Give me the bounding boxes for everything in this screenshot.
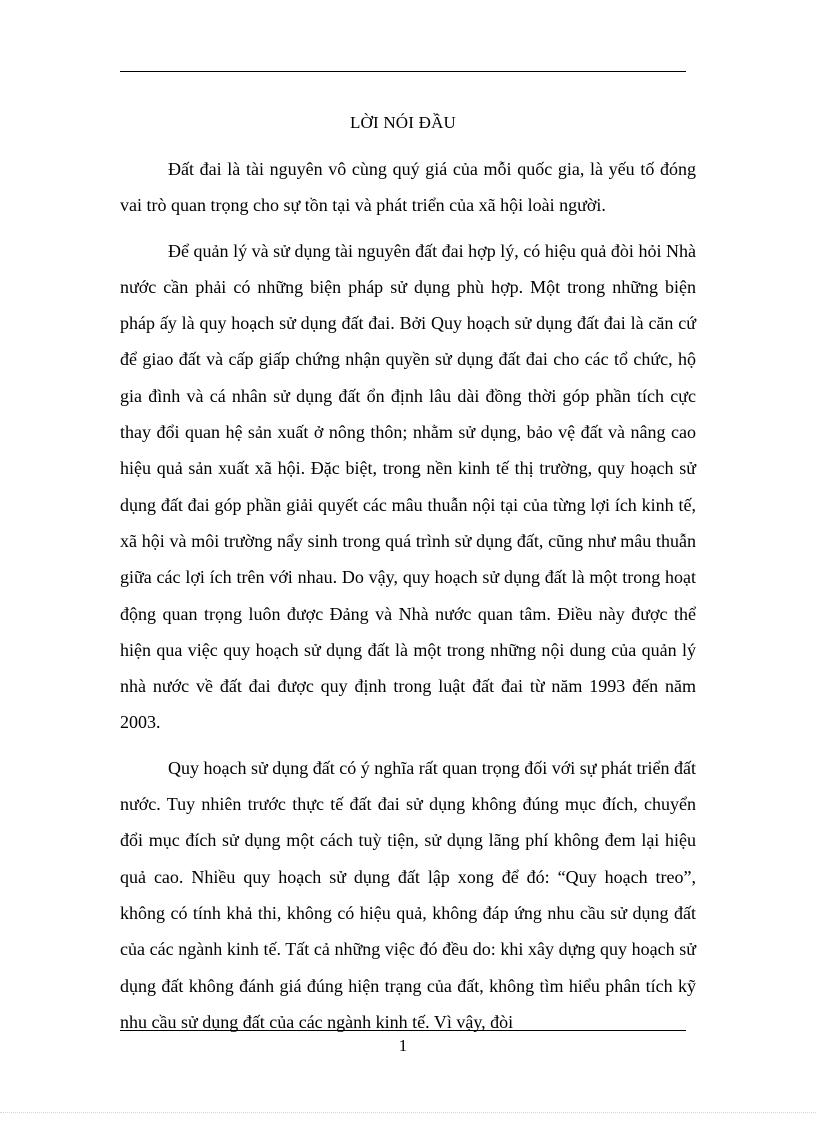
page-title: LỜI NÓI ĐẦU [349,113,457,132]
page-edge-divider [0,1112,816,1113]
body-text [120,151,696,1040]
paragraph: Đất đai là tài nguyên vô cùng quý giá của mỗi quốc gia, là yếu tố đóng vai trò quan trọng cho sự tồn tại và phát triển của xã hội loài người. [120,159,696,216]
header-rule [120,71,686,72]
page-number: 1 [398,1036,408,1055]
paragraph: Để quản lý và sử dụng tài nguyên đất đai hợp lý, có hiệu quả đòi hỏi Nhà nước cần phải có những biện pháp sử dụng phù hợp. Một trong những biện pháp ấy là quy hoạch sử dụng đất đai. Bởi Quy hoạch sử dụng đất đai là căn cứ để giao đất và cấp giấp chứng nhận quyền sử dụng đất đai cho các tổ chức, hộ gia đình và cá nhân sử dụng đất ổn định lâu dài đồng thời góp phần tích cực thay đổi quan hệ sản xuất ở nông thôn; nhằm sử dụng, bảo vệ đất và nâng cao hiệu quả sản xuất xã hội. Đặc biệt, trong nền kinh tế thị trường, quy hoạch sử dụng đất đai góp phần giải quyết các mâu thuẫn nội tại của từng lợi ích kinh tế, xã hội và môi trường nẩy sinh trong quá trình sử dụng đất, cũng như mâu thuẫn giữa các lợi ích trên với nhau. Do vậy, quy hoạch sử dụng đất là một trong hoạt động quan trọng luôn được Đảng và Nhà nước quan tâm. Điều này được thể hiện qua việc quy hoạch sử dụng đất là một trong những nội dung của quản lý nhà nước về đất đai được quy định trong luật đất đai từ năm 1993 đến năm 2003. [120,240,696,733]
footer-rule [120,1030,686,1031]
paragraph: Quy hoạch sử dụng đất có ý nghĩa rất quan trọng đối với sự phát triển đất nước. Tuy nhiên trước thực tế đất đai sử dụng không đúng mục đích, chuyển đổi mục đích sử dụng một cách tuỳ tiện, sử dụng lãng phí không đem lại hiệu quả cao. Nhiều quy hoạch sử dụng đất lập xong để đó: “Quy hoạch treo”, không có tính khả thi, không có hiệu quả, không đáp ứng nhu cầu sử dụng đất của các ngành kinh tế. Tất cả những việc đó đều do: khi xây dựng quy hoạch sử dụng đất không đánh giá đúng hiện trạng của đất, không tìm hiểu phân tích kỹ nhu cầu sử dụng đất của các ngành kinh tế. Vì vậy, đòi [120,757,696,1032]
